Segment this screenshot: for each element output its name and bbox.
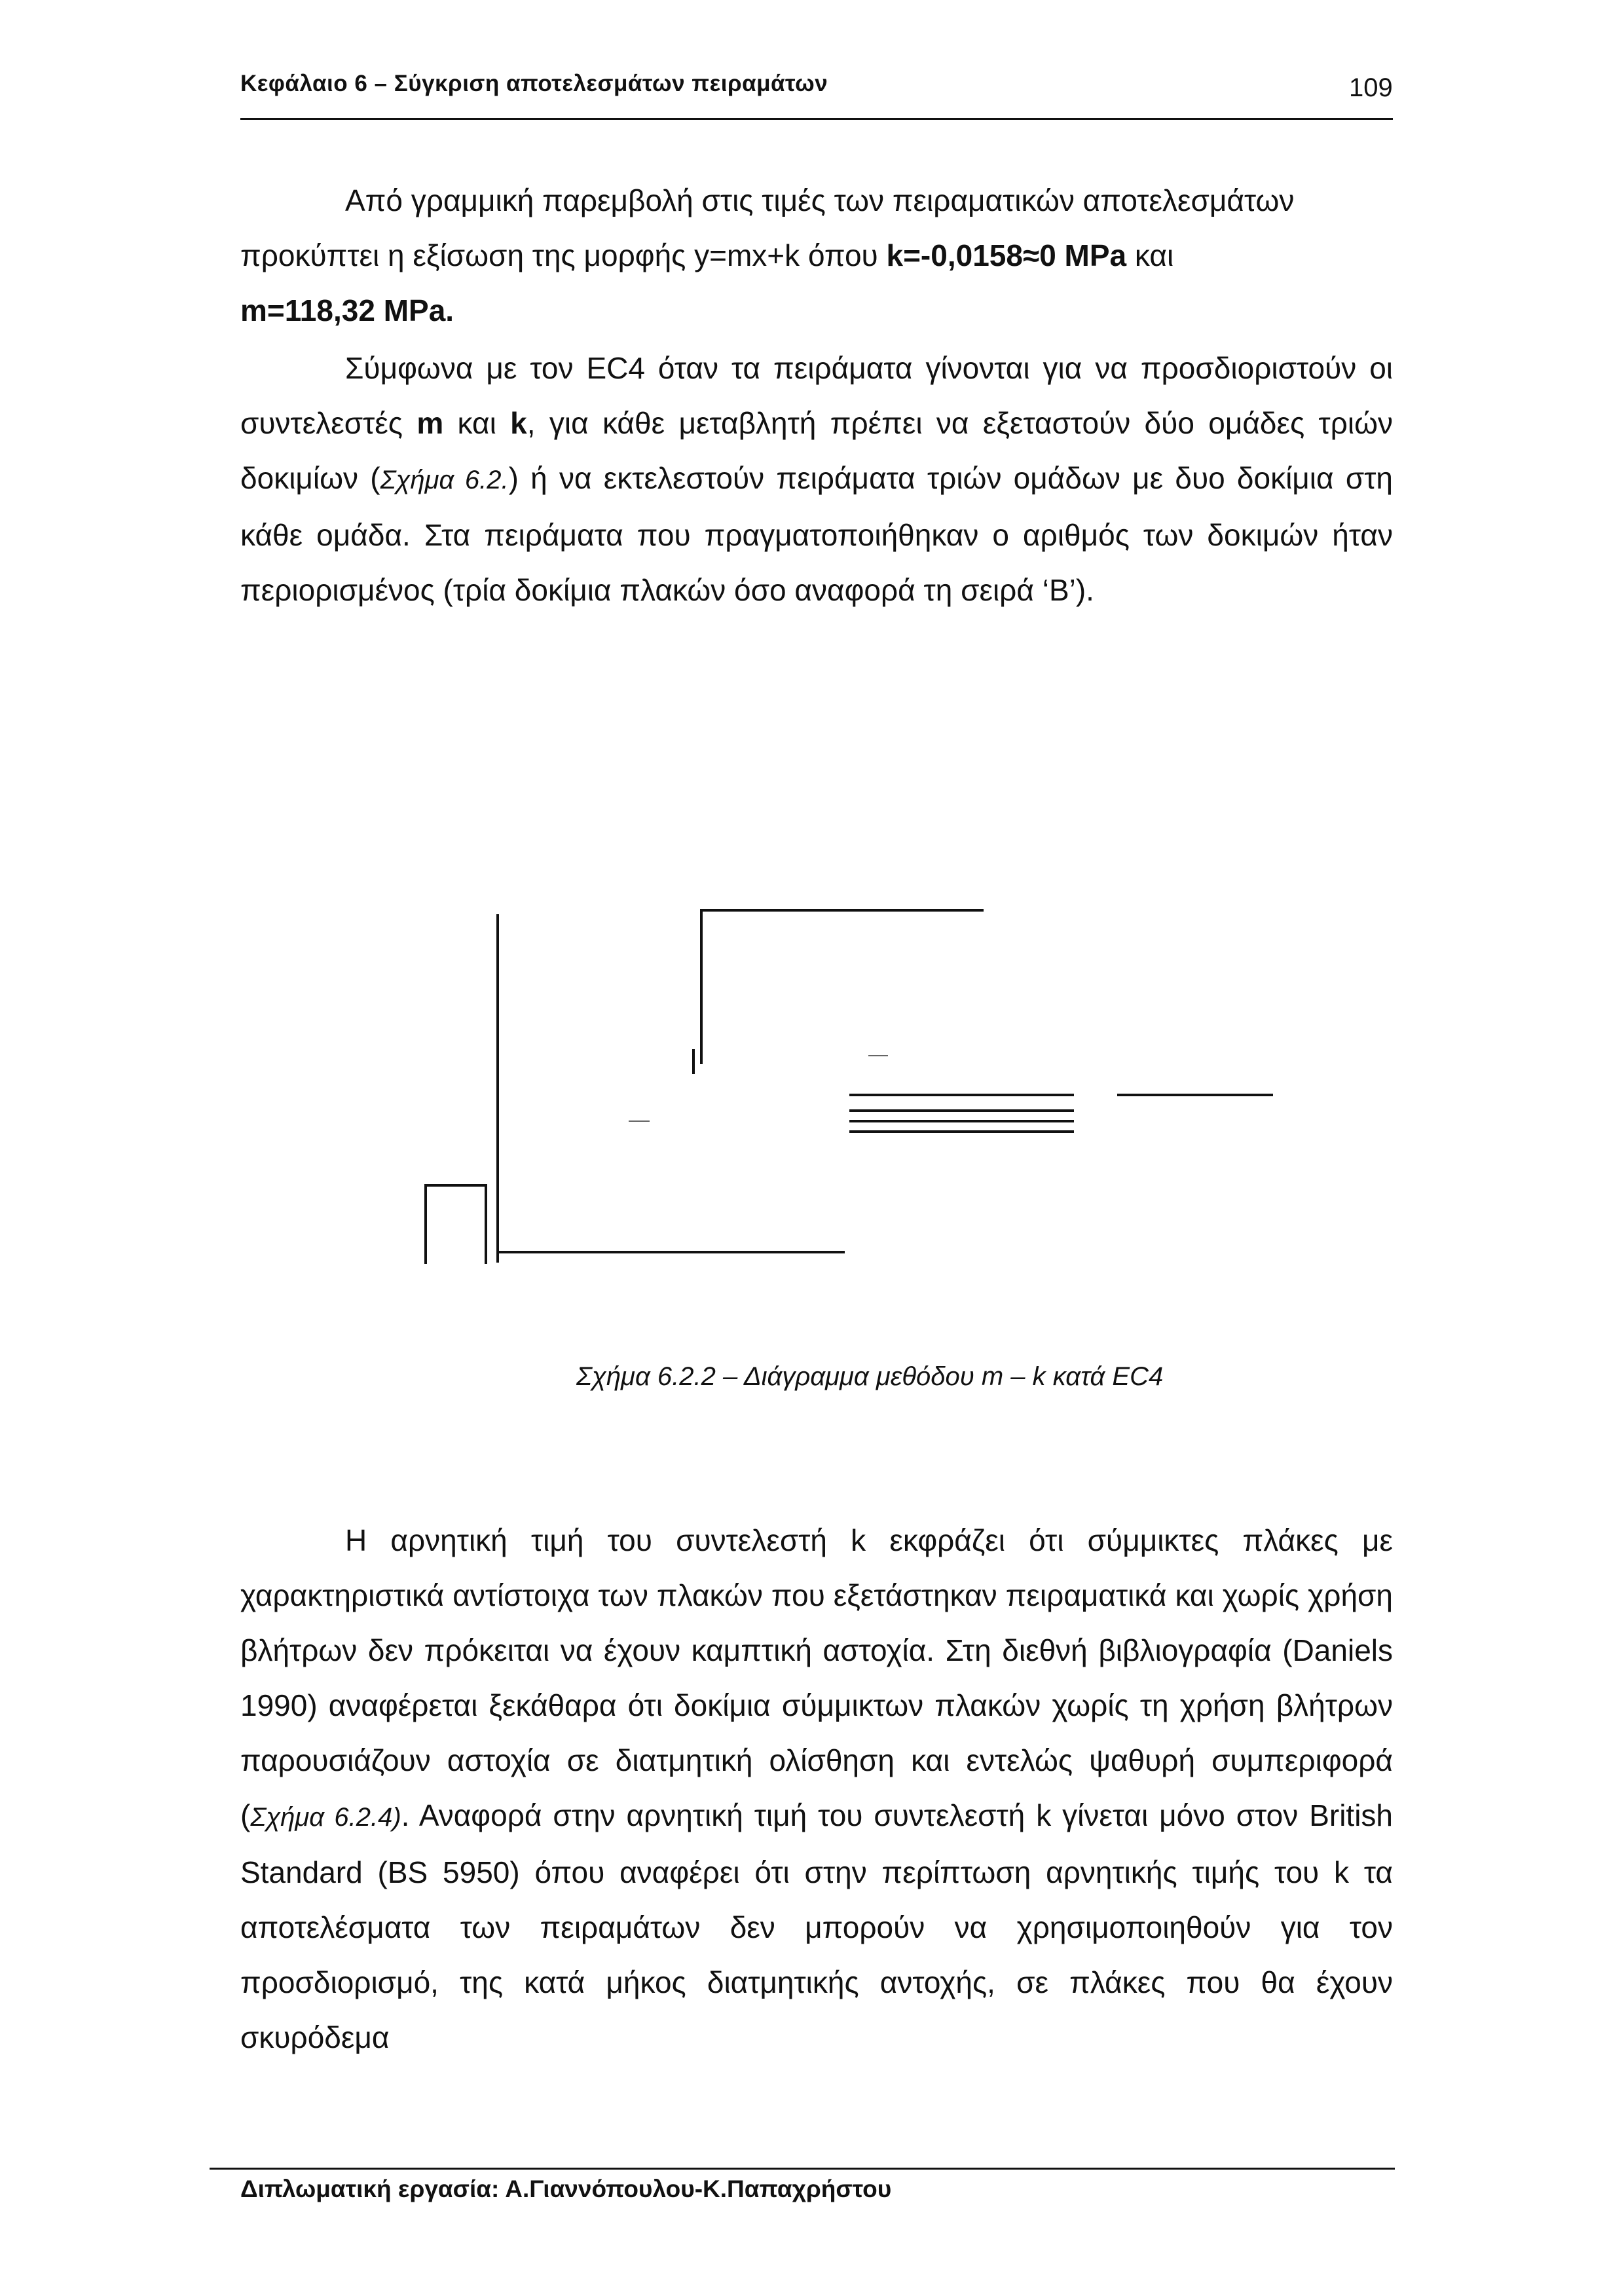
paragraph-interpolation xyxy=(240,173,1393,338)
diagram-small-box xyxy=(426,1185,486,1264)
header-rule xyxy=(240,118,1393,120)
paragraph-ec4 xyxy=(240,341,1393,618)
paragraph-text: , για κάθε μεταβλητή πρέπει να εξεταστούν δύο ομάδες τριών δοκιμίων ( xyxy=(240,406,1394,495)
k-value: k=-0,0158≈0 MPa xyxy=(886,238,1127,272)
footer-text: Διπλωματική εργασία: Α.Γιαννόπουλου-Κ.Παπαχρήστου xyxy=(240,2176,892,2202)
paragraph-line: Από γραμμική παρεμβολή στις τιμές των πειραματικών αποτελεσμάτων xyxy=(345,183,1295,217)
paragraph-text: . Αναφορά στην αρνητική τιμή του συντελεστή k γίνεται μόνο στον British Standard (BS 5950) όπου αναφέρει ότι στην περίπτωση αρνητικής τιμής του k τα αποτελέσματα των πειραμάτων δεν μπορούν να χρησιμοποιηθούν για τον προσδιορισμό, της κατά μήκος διατμητικής αντοχής, σε πλάκες που θα έχουν σκυρόδεμα xyxy=(240,1798,1394,2054)
figure-caption: Σχήμα 6.2.2 – Διάγραμμα μεθόδου m – k κατά EC4 xyxy=(576,1362,1164,1391)
page-number: 109 xyxy=(1349,73,1393,102)
symbol-k: k xyxy=(510,406,527,440)
paragraph-text: και xyxy=(443,406,511,440)
diagram-top-bracket xyxy=(701,910,984,917)
paragraph-text: ) ή να εκτελεστούν πειράματα τριών ομάδων με δυο δοκίμια στη κάθε ομάδα. Στα πειράματα που πραγματοποιήθηκαν ο αριθμός των δοκιμών ήταν περιορισμένος (τρία δοκίμια πλακών όσο αναφορά τη σειρά ‘Β’). xyxy=(240,461,1393,607)
paragraph-text: και xyxy=(1126,238,1174,272)
paragraph-text: Σύμφωνα με τον EC4 όταν τα πειράματα γίνονται για να προσδιοριστούν οι συντελεστές xyxy=(240,351,1393,440)
figure-reference: Σχήμα 6.2. xyxy=(380,466,509,494)
paragraph-negative-k xyxy=(240,1513,1393,2065)
running-header-title: Κεφάλαιο 6 – Σύγκριση αποτελεσμάτων πειραμάτων xyxy=(240,71,828,96)
paragraph-text: προκύπτει η εξίσωση της μορφής y=mx+k όπου xyxy=(240,238,887,272)
footer-rule xyxy=(210,2168,1395,2170)
paragraph-text: Η αρνητική τιμή του συντελεστή k εκφράζει ότι σύμμικτες πλάκες με χαρακτηριστικά αντίστοιχα των πλακών που εξετάστηκαν πειραματικά και χωρίς χρήση βλήτρων δεν πρόκειται να έχουν καμπτική αστοχία. Στη διεθνή βιβλιογραφία (Daniels 1990) αναφέρεται ξεκάθαρα ότι δοκίμια σύμμικτων πλακών χωρίς τη χρήση βλήτρων παρουσιάζουν αστοχία σε διατμητική ολίσθηση και εντελώς ψαθυρή συμπεριφορά ( xyxy=(240,1523,1393,1832)
m-value: m=118,32 MPa. xyxy=(240,293,454,327)
symbol-m: m xyxy=(416,406,444,440)
figure-reference: Σχήμα 6.2.4) xyxy=(250,1803,401,1832)
